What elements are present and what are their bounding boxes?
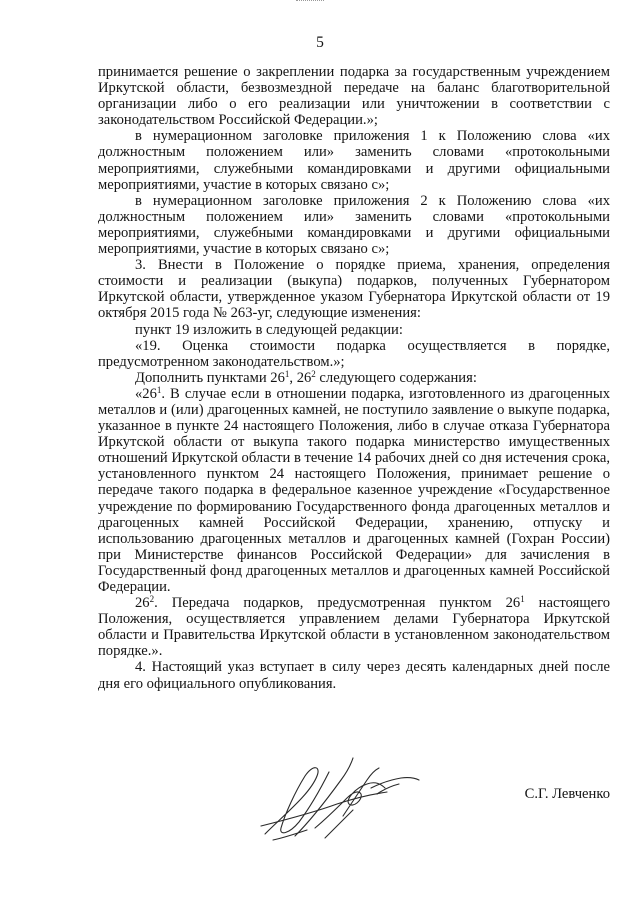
scan-edge-mark: [296, 0, 324, 3]
paragraph-5: пункт 19 изложить в следующей редакции:: [135, 321, 403, 338]
paragraph-10: 4. Настоящий указ вступает в силу через десять календарных дней после дня его официального опубликования.: [98, 659, 610, 692]
paragraph-6: «19. Оценка стоимости подарка осуществляется в порядке, предусмотренном законодательством.»;: [98, 337, 610, 370]
paragraph-3: в нумерационном заголовке приложения 2 к Положению слова «их должностным положением или» заменить словами «протокольными мероприятиями, служебными командировками и другими официальными мероприятиями, участие в которых связано с»;: [98, 192, 610, 258]
paragraph-1: принимается решение о закреплении подарка за государственным учреждением Иркутской области, безвозмездной передаче на баланс благотворительной организации либо о его реализации или уничтожении в соответствии с законодательством Российской Федерации.»;: [98, 64, 610, 129]
signer-name: С.Г. Левченко: [524, 786, 610, 802]
paragraph-2: в нумерационном заголовке приложения 1 к Положению слова «их должностным положением или» заменить словами «протокольными мероприятиями, служебными командировками и другими официальными мероприятиями, участие в которых связано с»;: [98, 128, 610, 193]
page-number: 5: [316, 34, 324, 51]
paragraph-9: $26^2$. Передача подарков, предусмотренная пунктом $26^1$ настоящего Положения, осуществляется управлением делами Губернатора Иркутской области и Правительства Иркутской области в установленном законодательством порядке.».: [98, 594, 610, 660]
handwritten-signature: [255, 754, 425, 844]
paragraph-8: «$26^1$. В случае если в отношении подарка, изготовленного из драгоценных металлов и (или) драгоценных камней, не поступило заявление о выкупе подарка, указанное в пункте 24 настоящего Положения, либо в случае отказа Губернатора Иркутской области от выкупа такого подарка министерство имущественных отношений Иркутской области в течение 14 рабочих дней со дня истечения срока, установленного пунктом 24 настоящего Положения, принимает решение о передаче такого подарка в федеральное казенное учреждение «Государственное учреждение по формированию Государственного фонда драгоценных металлов и драгоценных камней Российской Федерации, хранению, отпуску и использованию драгоценных металлов и драгоценных камней (Гохран России) при Министерстве финансов Российской Федерации» для зачисления в Государственный фонд драгоценных металлов и драгоценных камней Российской Федерации.: [98, 384, 610, 595]
decree-body: [98, 64, 610, 692]
paragraph-7: Дополнить пунктами $26^1$, $26^2$ следующего содержания:: [135, 368, 477, 386]
paragraph-4: 3. Внести в Положение о порядке приема, хранения, определения стоимости и реализации (выкупа) подарков, полученных Губернатором Иркутской области, утвержденное указом Губернатора Иркутской области от 19 октября 2015 года № 263-уг, следующие изменения:: [98, 257, 610, 322]
